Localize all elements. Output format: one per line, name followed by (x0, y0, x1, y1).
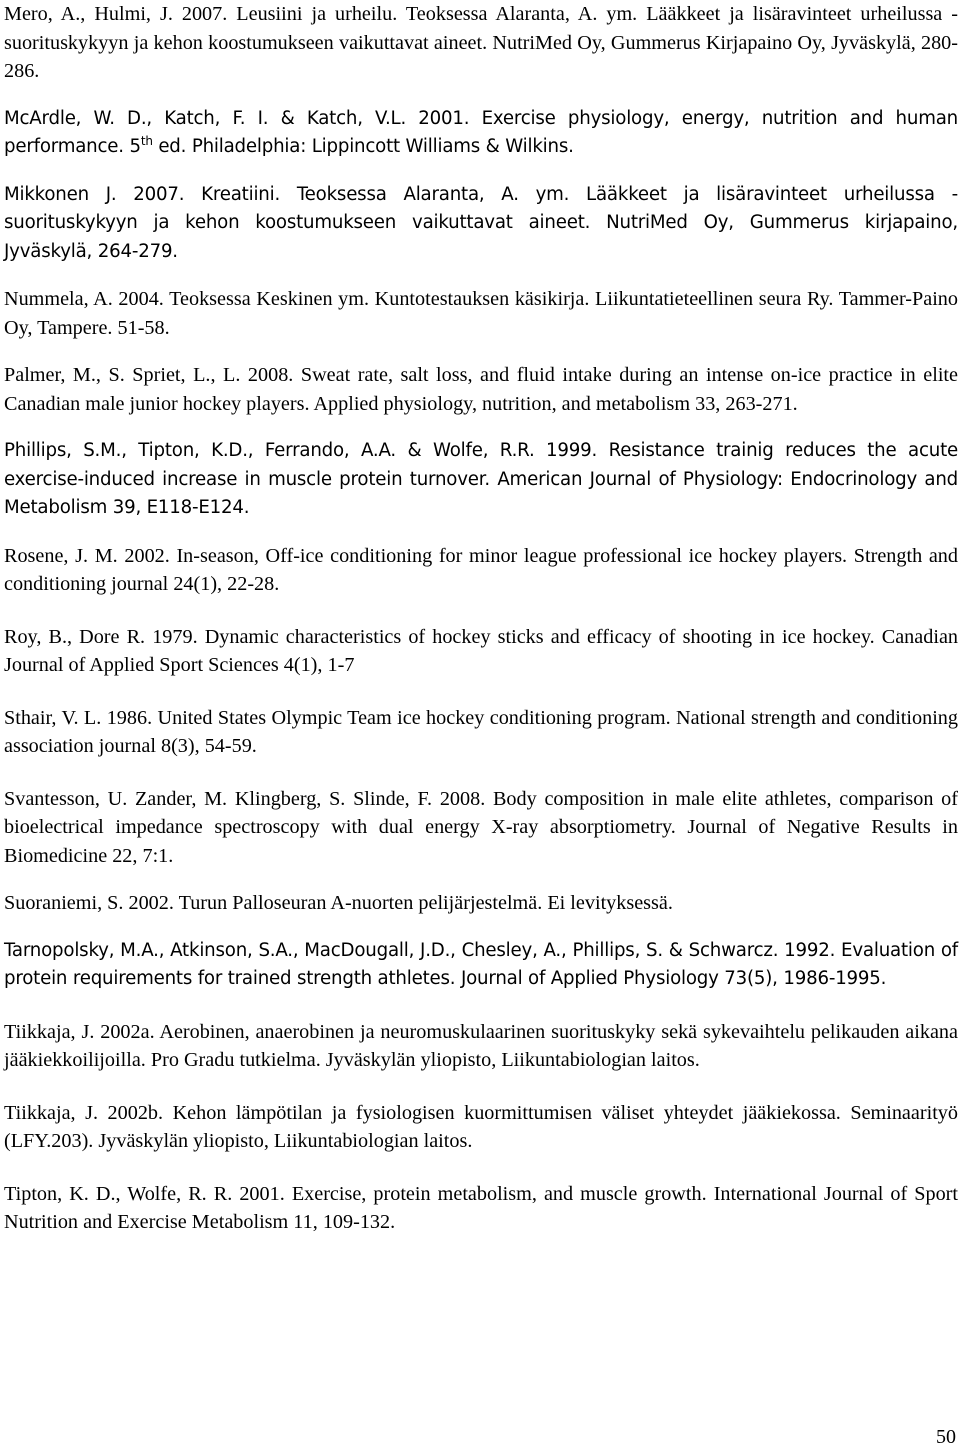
reference-text: McArdle, W. D., Katch, F. I. & Katch, V.L. 2001. Exercise physiology, energy, nutrition and human performance. 5 (4, 107, 958, 157)
reference-text: Nummela, A. 2004. Teoksessa Keskinen ym. Kuntotestauksen käsikirja. Liikuntatieteellinen seura Ry. Tammer-Paino Oy, Tampere. 51-58. (4, 288, 958, 339)
reference-suoraniemi (4, 889, 958, 918)
reference-text: Tiikkaja, J. 2002b. Kehon lämpötilan ja fysiologisen kuormittumisen väliset yhteydet jääkiekossa. Seminaarityö (LFY.203). Jyväskylän yliopisto, Liikuntabiologian laitos. (4, 1101, 958, 1152)
reference-text: ed. Philadelphia: Lippincott Williams & Wilkins. (152, 136, 574, 157)
reference-text: Suoraniemi, S. 2002. Turun Palloseuran A-nuorten pelijärjestelmä. Ei levityksessä. (4, 892, 673, 914)
reference-mikkonen (4, 181, 958, 267)
reference-mcardle (4, 105, 958, 162)
reference-text: Rosene, J. M. 2002. In-season, Off-ice conditioning for minor league professional ice hockey players. Strength and conditioning journal 24(1), 22-28. (4, 544, 958, 595)
reference-text: Sthair, V. L. 1986. United States Olympic Team ice hockey conditioning program. National strength and conditioning association journal 8(3), 54-59. (4, 706, 958, 757)
reference-tarnopolsky (4, 937, 958, 994)
reference-text: Mikkonen J. 2007. Kreatiini. Teoksessa Alaranta, A. ym. Lääkkeet ja lisäravinteet urheilussa - suorituskykyyn ja kehon koostumukseen vaikuttavat aineet. NutriMed Oy, Gummerus kirjapaino, Jyväskylä, 264-279. (4, 183, 958, 262)
reference-svantesson (4, 785, 958, 871)
reference-nummela (4, 285, 958, 342)
reference-tipton (4, 1180, 958, 1237)
reference-mero (4, 0, 958, 86)
reference-text: Mero, A., Hulmi, J. 2007. Leusiini ja urheilu. Teoksessa Alaranta, A. ym. Lääkkeet ja lisäravinteet urheilussa - suorituskykyyn ja kehon koostumukseen vaikuttavat aineet. NutriMed Oy, Gummerus Kirjapaino Oy, Jyväskylä, 280-286. (4, 3, 958, 82)
reference-phillips (4, 437, 958, 523)
reference-palmer (4, 361, 958, 418)
reference-text: Roy, B., Dore R. 1979. Dynamic characteristics of hockey sticks and efficacy of shooting in ice hockey. Canadian Journal of Applied Sport Sciences 4(1), 1-7 (4, 625, 958, 676)
superscript: th (140, 133, 153, 148)
reference-tiikkaja-a (4, 1018, 958, 1075)
reference-tiikkaja-b (4, 1099, 958, 1156)
reference-list (4, 0, 958, 1237)
reference-text: Tipton, K. D., Wolfe, R. R. 2001. Exercise, protein metabolism, and muscle growth. International Journal of Sport Nutrition and Exercise Metabolism 11, 109-132. (4, 1182, 958, 1233)
reference-text: Svantesson, U. Zander, M. Klingberg, S. Slinde, F. 2008. Body composition in male elite athletes, comparison of bioelectrical impedance spectroscopy with dual energy X-ray absorptiometry. Journal of Negative Results in Biomedicine 22, 7:1. (4, 787, 958, 867)
reference-text: Palmer, M., S. Spriet, L., L. 2008. Sweat rate, salt loss, and fluid intake during an intense on-ice practice in elite Canadian male junior hockey players. Applied physiology, nutrition, and metabolism 33, 263-271. (4, 364, 958, 415)
reference-sthair (4, 704, 958, 761)
reference-text: Tarnopolsky, M.A., Atkinson, S.A., MacDougall, J.D., Chesley, A., Phillips, S. & Schwarcz. 1992. Evaluation of protein requirements for trained strength athletes. Journal of Applied Physiology 73(5), 1986-1995. (4, 939, 958, 989)
page-number: 50 (936, 1426, 956, 1448)
reference-rosene (4, 542, 958, 599)
reference-text: Tiikkaja, J. 2002a. Aerobinen, anaerobinen ja neuromuskulaarinen suorituskyky sekä sykevaihtelu pelikauden aikana jääkiekkoilijoilla. Pro Gradu tutkielma. Jyväskylän yliopisto, Liikuntabiologian laitos. (4, 1020, 958, 1071)
reference-roy (4, 623, 958, 680)
reference-text: Phillips, S.M., Tipton, K.D., Ferrando, A.A. & Wolfe, R.R. 1999. Resistance trainig reduces the acute exercise-induced increase in muscle protein turnover. American Journal of Physiology: Endocrinology and Metabolism 39, E118-E124. (4, 440, 958, 518)
